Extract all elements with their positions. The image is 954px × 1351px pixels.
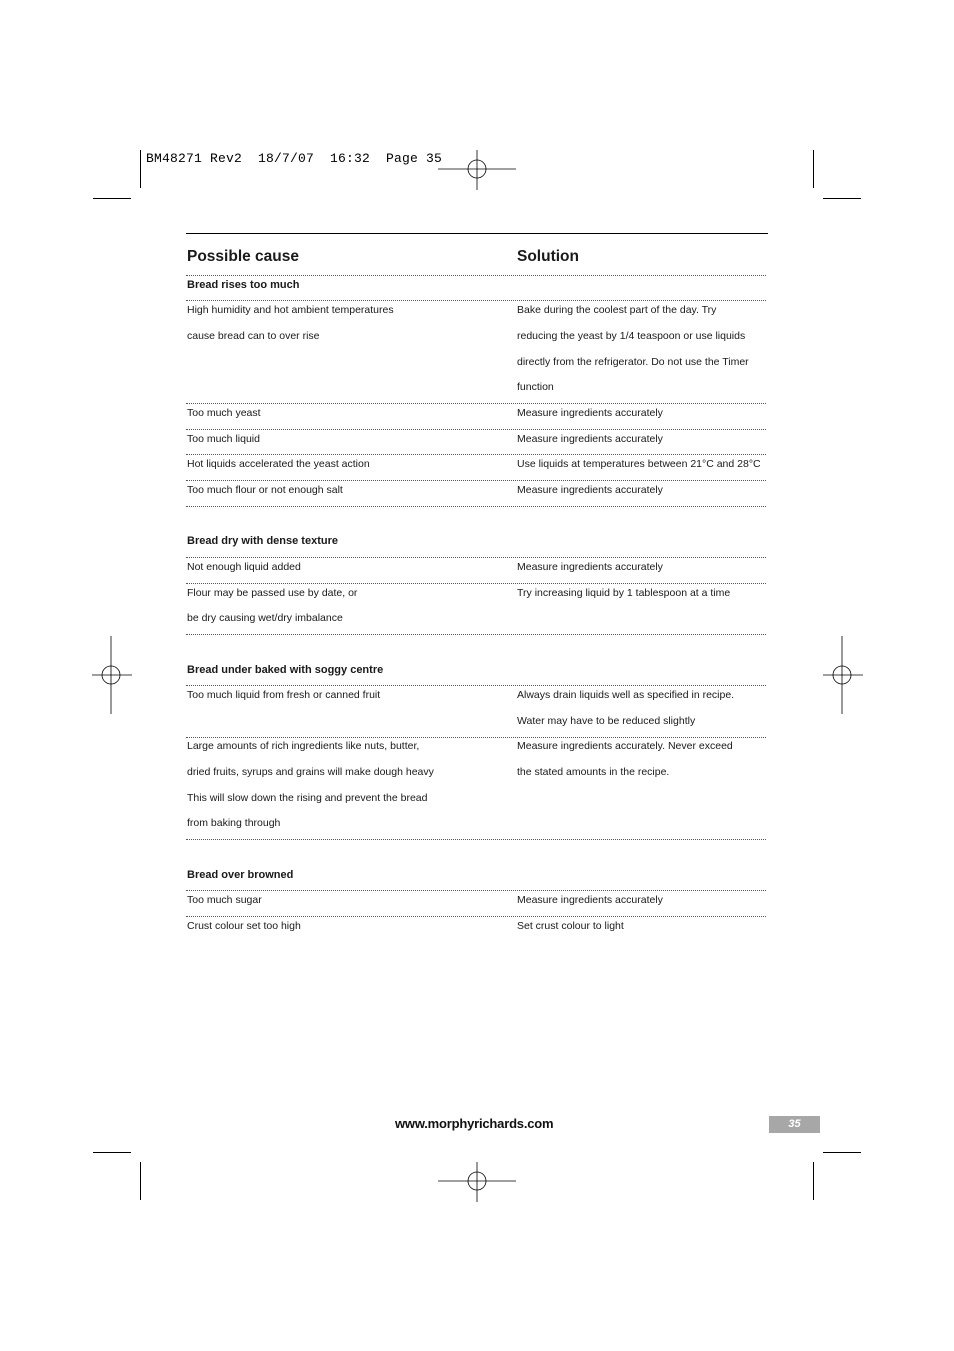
crop-mark	[823, 1152, 861, 1153]
solution-line: Measure ingredients accurately	[517, 561, 663, 573]
solution-line: Always drain liquids well as specified in recipe.	[517, 689, 735, 701]
cause-line: Not enough liquid added	[187, 561, 301, 573]
cause-line: Too much sugar	[187, 894, 262, 906]
header-solution: Solution	[517, 248, 579, 265]
row-divider	[186, 429, 766, 430]
cause-line: from baking through	[187, 817, 281, 829]
row-divider	[186, 557, 766, 558]
crop-mark	[93, 198, 131, 199]
top-rule	[186, 233, 768, 234]
crop-mark	[93, 1152, 131, 1153]
cause-line: Too much flour or not enough salt	[187, 484, 343, 496]
row-divider	[186, 300, 766, 301]
solution-line: Measure ingredients accurately	[517, 484, 663, 496]
solution-line: Set crust colour to light	[517, 920, 624, 932]
cause-line: Too much liquid from fresh or canned fruit	[187, 689, 381, 701]
row-divider	[186, 454, 766, 455]
section-title: Bread under baked with soggy centre	[187, 664, 384, 676]
row-divider	[186, 275, 766, 276]
solution-line: Bake during the coolest part of the day. Try	[517, 304, 717, 316]
solution-line: directly from the refrigerator. Do not use the Timer	[517, 356, 749, 368]
row-divider	[186, 839, 766, 840]
row-divider	[186, 890, 766, 891]
cause-line: This will slow down the rising and prevent the bread	[187, 792, 428, 804]
cause-line: High humidity and hot ambient temperatures	[187, 304, 394, 316]
section-title: Bread dry with dense texture	[187, 535, 338, 547]
crop-mark	[813, 1162, 814, 1200]
registration-mark-icon	[438, 1162, 516, 1202]
cause-line: Large amounts of rich ingredients like nuts, butter,	[187, 740, 420, 752]
solution-line: Try increasing liquid by 1 tablespoon at a time	[517, 587, 731, 599]
cause-line: Flour may be passed use by date, or	[187, 587, 358, 599]
crop-mark	[140, 1162, 141, 1200]
header-possible-cause: Possible cause	[187, 248, 300, 265]
registration-mark-icon	[438, 150, 516, 190]
cause-line: dried fruits, syrups and grains will make dough heavy	[187, 766, 434, 778]
solution-line: Measure ingredients accurately	[517, 407, 663, 419]
section-title: Bread over browned	[187, 869, 294, 881]
cause-line: Crust colour set too high	[187, 920, 301, 932]
print-slug: BM48271 Rev2 18/7/07 16:32 Page 35	[146, 151, 443, 166]
section-title: Bread rises too much	[187, 279, 300, 291]
row-divider	[186, 685, 766, 686]
crop-mark	[140, 150, 141, 188]
crop-mark	[823, 198, 861, 199]
cause-line: Too much liquid	[187, 433, 260, 445]
row-divider	[186, 480, 766, 481]
row-divider	[186, 403, 766, 404]
solution-line: Water may have to be reduced slightly	[517, 715, 696, 727]
solution-line: the stated amounts in the recipe.	[517, 766, 670, 778]
row-divider	[186, 506, 766, 507]
cause-line: cause bread can to over rise	[187, 330, 320, 342]
cause-line: Hot liquids accelerated the yeast action	[187, 458, 370, 470]
solution-line: function	[517, 381, 554, 393]
registration-mark-icon	[92, 636, 132, 714]
crop-mark	[813, 150, 814, 188]
solution-line: Use liquids at temperatures between 21°C and 28°C	[517, 458, 761, 470]
row-divider	[186, 583, 766, 584]
solution-line: Measure ingredients accurately	[517, 433, 663, 445]
row-divider	[186, 916, 766, 917]
cause-line: Too much yeast	[187, 407, 261, 419]
solution-line: Measure ingredients accurately	[517, 894, 663, 906]
solution-line: reducing the yeast by 1/4 teaspoon or use liquids	[517, 330, 746, 342]
cause-line: be dry causing wet/dry imbalance	[187, 612, 343, 624]
page-number-badge: 35	[769, 1116, 820, 1133]
website-url[interactable]: www.morphyrichards.com	[395, 1116, 554, 1131]
row-divider	[186, 634, 766, 635]
row-divider	[186, 737, 766, 738]
registration-mark-icon	[823, 636, 863, 714]
solution-line: Measure ingredients accurately. Never exceed	[517, 740, 733, 752]
